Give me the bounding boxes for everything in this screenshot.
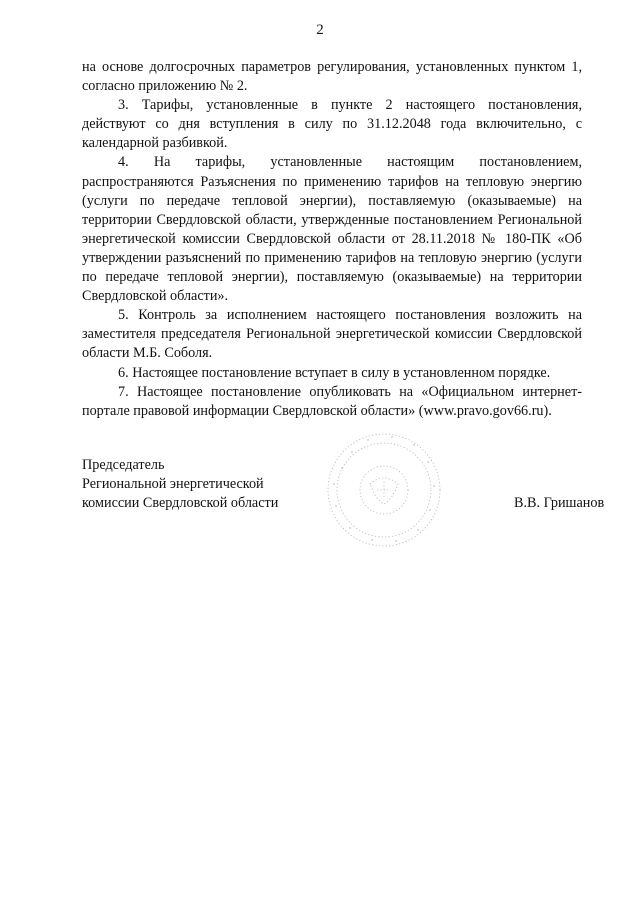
signature-block <box>82 456 605 513</box>
paragraph-item-4: 4. На тарифы, установленные настоящим постановлением, распространяются Разъяснения по применению тарифов на тепловую энергию (услуги по передаче тепловой энергии), поставляемую (оказываемые) на территории Свердловской области, утвержденные постановлением Региональной энергетической комиссии Свердловской области от 28.11.2018 № 180-ПК «Об утверждении разъяснений по применению тарифов на тепловую энергию (услуги по передаче тепловой энергии), поставляемую (оказываемые) на территории Свердловской области». <box>82 154 582 305</box>
document-body <box>82 58 582 421</box>
signer-name: В.В. Гришанов <box>514 495 605 511</box>
page-number: 2 <box>316 22 324 38</box>
paragraph-item-6: 6. Настоящее постановление вступает в силу в установленном порядке. <box>118 364 551 381</box>
signer-title-line-2: Региональной энергетической <box>82 476 264 493</box>
paragraph-item-5: 5. Контроль за исполнением настоящего постановления возложить на заместителя председателя Региональной энергетической комиссии Свердловской области М.Б. Соболя. <box>82 307 582 362</box>
paragraph-item-7: 7. Настоящее постановление опубликовать на «Официальном интернет-портале правовой информации Свердловской области» (www.pravo.gov66.ru). <box>82 383 582 419</box>
signer-title-line-3: комиссии Свердловской области <box>82 495 279 512</box>
paragraph-item-3: 3. Тарифы, установленные в пункте 2 настоящего постановления, действуют со дня вступления в силу по 31.12.2048 года включительно, с календарной разбивкой. <box>82 97 582 152</box>
signer-title-line-1: Председатель <box>82 457 165 473</box>
paragraph-1: на основе долгосрочных параметров регулирования, установленных пунктом 1, согласно приложению № 2. <box>82 59 582 95</box>
